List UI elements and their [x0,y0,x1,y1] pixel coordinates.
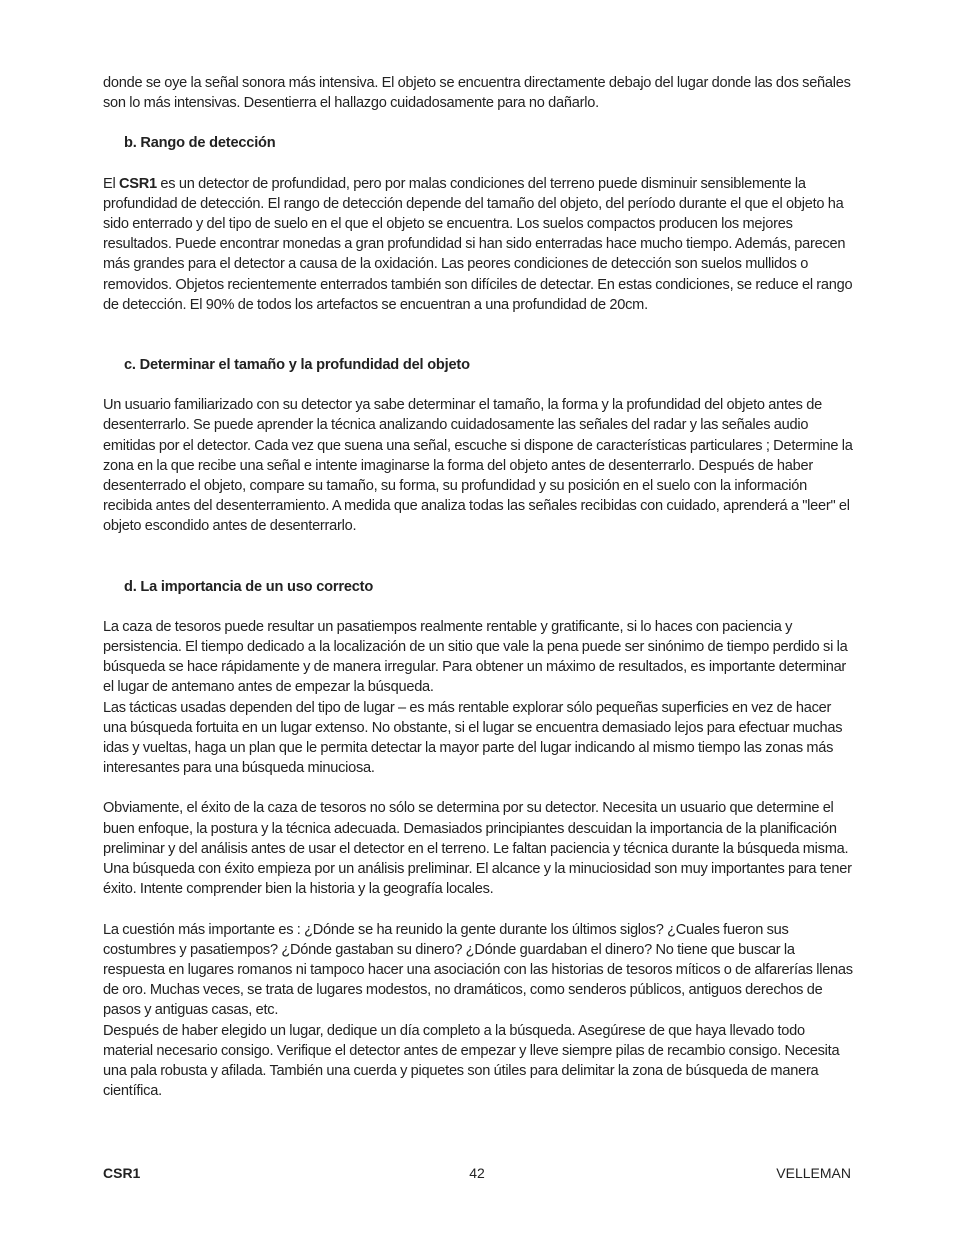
section-b-text-rest: es un detector de profundidad, pero por malas condiciones del terreno puede disminuir sensiblemente la profundidad de detección. El rango de detección depende del tamaño del objeto, del período durante el que el objeto ha sido enterrado y del tipo de suelo en el que el objeto se encuentra. Los suelos compactos producen los mejores resultados. Puede encontrar monedas a gran profundidad si han sido enterradas hace mucho tiempo. Además, parecen más grandes para el detector a causa de la oxidación. Las peores condiciones de detección son suelos mullidos o removidos. Objetos recientemente enterrados también son difíciles de detectar. En estas condiciones, se reduce el rango de detección. El 90% de todos los artefactos se encuentran a una profundidad de 20cm. [103,175,853,313]
section-d-paragraph-6: Después de haber elegido un lugar, dedique un día completo a la búsqueda. Asegúrese de que haya llevado todo material necesario consigo. Verifique el detector antes de empezar y lleve siempre pilas de recambio consigo. Necesita una pala robusta y afilada. También una cuerda y piquetes son útiles para delimitar la zona de búsqueda de manera científica. [103,1022,840,1100]
footer-brand: VELLEMAN [776,1165,851,1181]
section-d-paragraph-1: La caza de tesoros puede resultar un pasatiempos realmente rentable y gratificante, si lo haces con paciencia y persistencia. El tiempo dedicado a la localización de un sitio que vale la pena puede ser sinónimo de tiempo perdido si la búsqueda se hace rápidamente y de manera irregular. Para obtener un máximo de resultados, es importante determinar el lugar de antemano antes de empezar la búsqueda. [103,618,848,696]
footer-page-number: 42 [469,1165,485,1181]
page-content [103,73,855,1101]
section-b-paragraph [103,174,855,315]
section-c-paragraph: Un usuario familiarizado con su detector ya sabe determinar el tamaño, la forma y la profundidad del objeto antes de desenterrarlo. Se puede aprender la técnica analizando cuidadosamente las señales del radar y las señales audio emitidas por el detector. Cada vez que suena una señal, escuche si dispone de características particulares ; Determine la zona en la que recibe una señal e intente imaginarse la forma del objeto antes de desenterrarlo. Después de haber desenterrado el objeto, compare su tamaño, su forma, su profundidad y su posición en el suelo con la información recibida antes del desenterramiento. A medida que analiza todas las señales recibidas con cuidado, aprenderá a "leer" el objeto escondido antes de desenterrarlo. [103,397,853,535]
section-b-text-start: El [103,175,119,192]
intro-paragraph: donde se oye la señal sonora más intensiva. El objeto se encuentra directamente debajo del lugar donde las dos señales son lo más intensivas. Desentierra el hallazgo cuidadosamente para no dañarlo. [103,75,851,112]
section-d-paragraph-2: Las tácticas usadas dependen del tipo de lugar – es más rentable explorar sólo pequeñas superficies en vez de hacer una búsqueda fortuita en un lugar extenso. No obstante, si el lugar se encuentra demasiado lejos para efectuar muchas idas y vueltas, haga un plan que le permita detectar la mayor parte del lugar indicando al mismo tiempo las zonas más interesantes para una búsqueda minuciosa. [103,699,843,777]
page-footer [103,1163,851,1183]
section-c-heading: c. Determinar el tamaño y la profundidad del objeto [124,357,470,374]
section-d-paragraph-3: Obviamente, el éxito de la caza de tesoros no sólo se determina por su detector. Necesita un usuario que determine el buen enfoque, la postura y la técnica adecuada. Demasiados principiantes descuidan la importancia de la planificación preliminar y del análisis antes de usar el detector en el terreno. Le faltan paciencia y técnica durante la búsqueda misma. [103,800,849,857]
section-d-paragraph-5: La cuestión más importante es : ¿Dónde se ha reunido la gente durante los últimos siglos? ¿Cuales fueron sus costumbres y pasatiempos? ¿Dónde gastaban su dinero? ¿Dónde guardaban el dinero? No tiene que buscar la respuesta en lugares romanos ni tampoco hacer una asociación con las historias de tesoros míticos o de alfarerías llenas de oro. Muchas veces, se trata de lugares modestos, no dramáticos, como senderos públicos, antiguos derechos de pasos y antiguas casas, etc. [103,921,853,1019]
section-b-heading: b. Rango de detección [124,135,276,152]
model-name: CSR1 [118,175,157,192]
section-d-paragraph-4: Una búsqueda con éxito empieza por un análisis preliminar. El alcance y la minuciosidad son muy importantes para tener éxito. Intente comprender bien la historia y la geografía locales. [103,861,852,898]
footer-model: CSR1 [103,1165,141,1181]
section-d-heading: d. La importancia de un uso correcto [124,578,374,595]
